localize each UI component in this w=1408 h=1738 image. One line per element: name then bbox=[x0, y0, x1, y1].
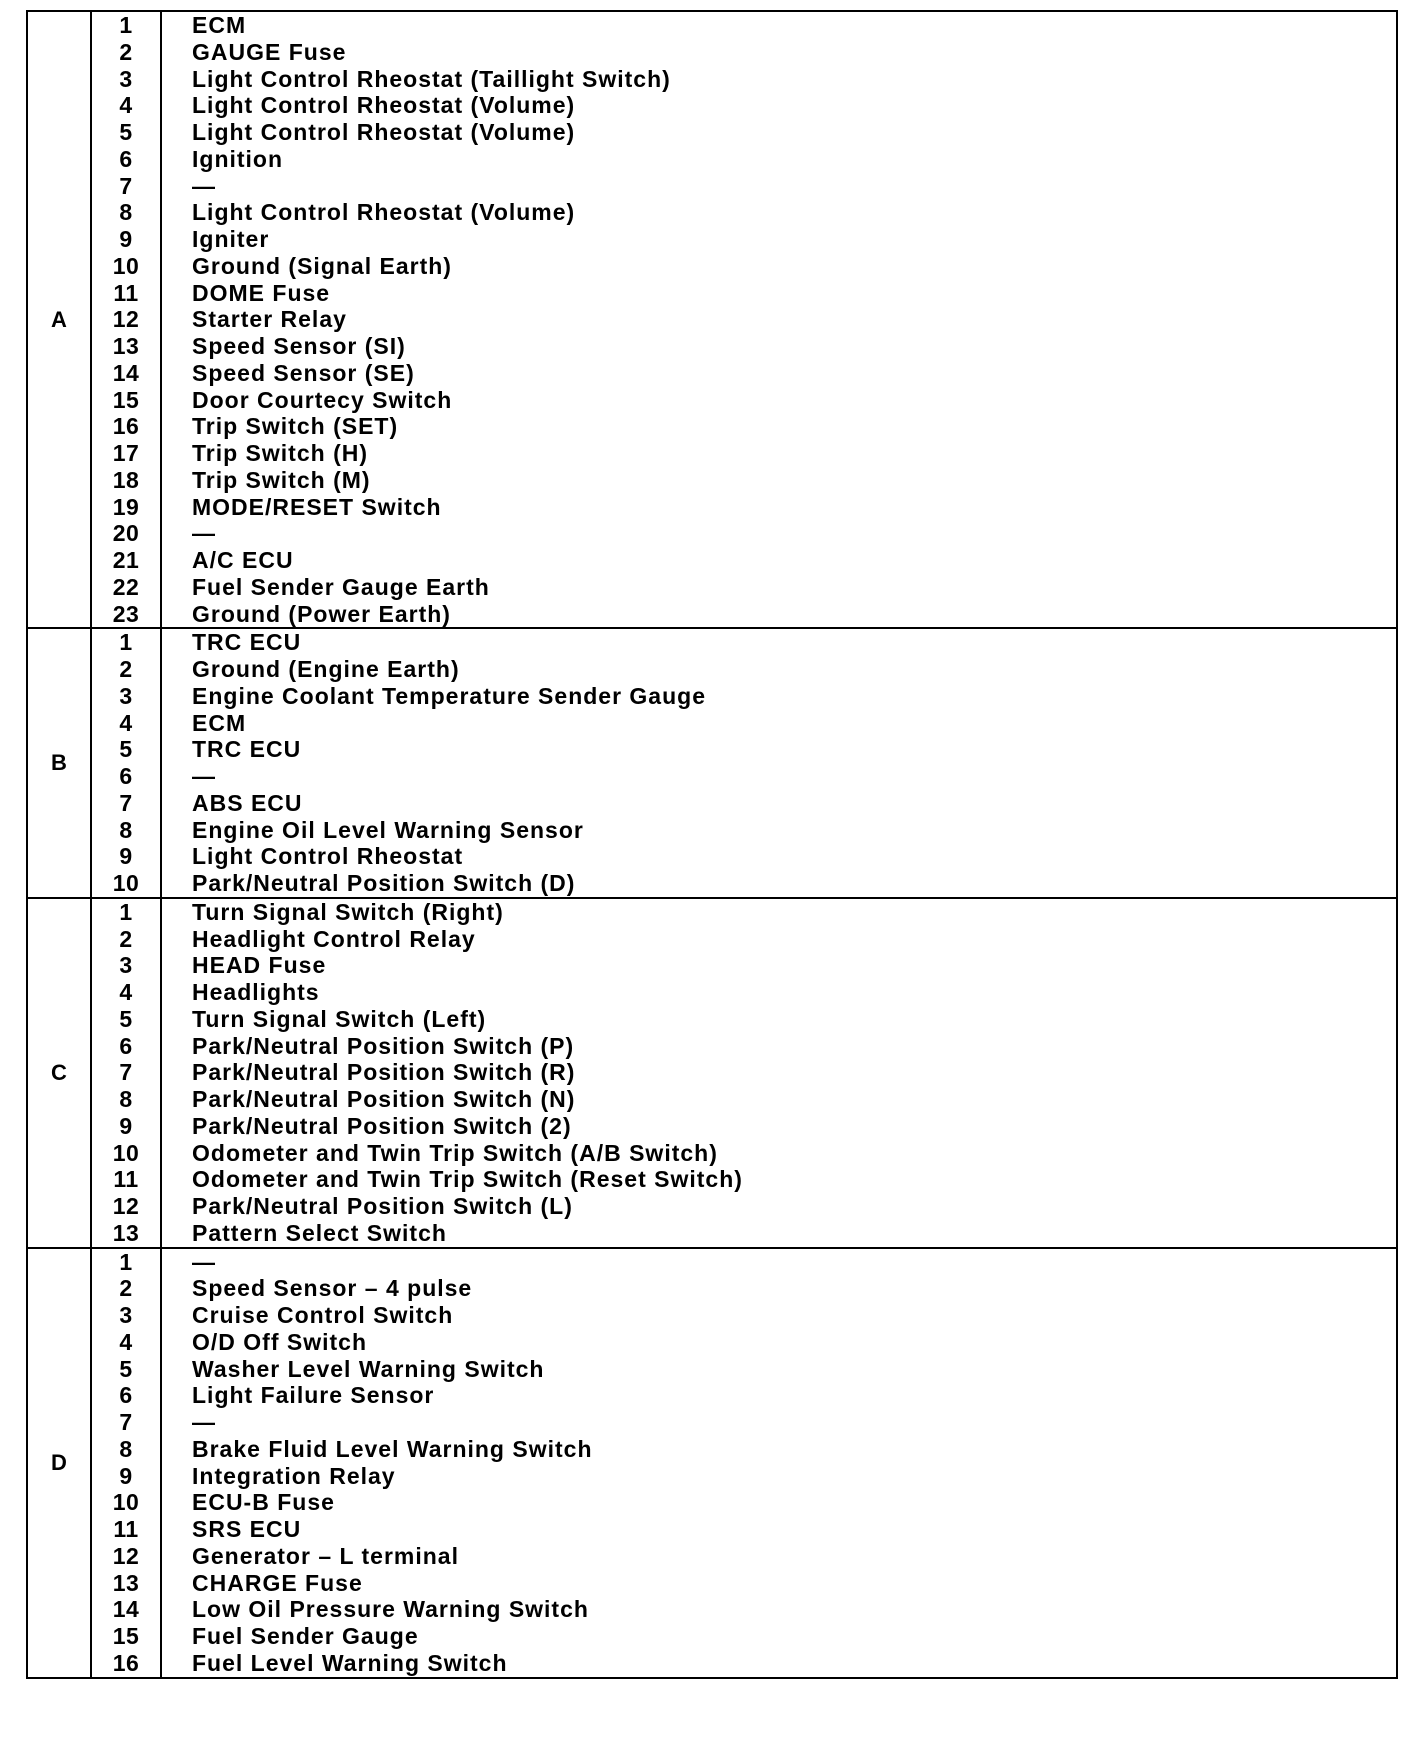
pin-number-column bbox=[91, 628, 161, 898]
pin-description: — bbox=[192, 520, 216, 547]
pin-description: Park/Neutral Position Switch (2) bbox=[192, 1112, 572, 1139]
pin-description-column bbox=[161, 898, 1397, 1248]
pin-number: 15 bbox=[112, 386, 140, 413]
pin-description: Engine Oil Level Warning Sensor bbox=[192, 816, 584, 843]
pin-number-column bbox=[91, 11, 161, 628]
pin-number: 12 bbox=[112, 1193, 140, 1219]
pin-description: Brake Fluid Level Warning Switch bbox=[192, 1435, 593, 1462]
pin-number: 11 bbox=[113, 279, 139, 306]
pin-number: 1 bbox=[119, 629, 133, 656]
pin-description: Park/Neutral Position Switch (R) bbox=[192, 1059, 576, 1086]
pin-description: — bbox=[192, 763, 216, 789]
pin-number: 4 bbox=[119, 979, 133, 1005]
pin-number: 9 bbox=[119, 1112, 133, 1139]
pin-description: MODE/RESET Switch bbox=[192, 493, 442, 520]
pin-number: 13 bbox=[112, 333, 140, 359]
pin-number: 1 bbox=[119, 1248, 133, 1275]
pin-description: Odometer and Twin Trip Switch (A/B Switch) bbox=[192, 1139, 718, 1166]
pin-description-column bbox=[161, 11, 1397, 628]
pin-description: Ignition bbox=[192, 145, 284, 172]
pin-number: 7 bbox=[119, 789, 133, 816]
pin-number: 6 bbox=[119, 763, 133, 789]
pin-description: TRC ECU bbox=[192, 629, 302, 656]
pin-description-column bbox=[161, 628, 1397, 898]
terminal-table bbox=[26, 10, 1398, 1679]
pin-number: 8 bbox=[119, 1086, 133, 1112]
pin-description: Turn Signal Switch (Right) bbox=[192, 898, 504, 925]
pin-description: Light Control Rheostat (Volume) bbox=[192, 199, 576, 226]
pin-description: Trip Switch (H) bbox=[192, 440, 368, 466]
pin-description: HEAD Fuse bbox=[192, 952, 327, 979]
pin-description: Fuel Level Warning Switch bbox=[192, 1649, 508, 1676]
pin-number: 11 bbox=[113, 1166, 139, 1193]
pin-number: 2 bbox=[119, 1275, 133, 1302]
pin-number: 1 bbox=[119, 12, 133, 38]
pin-description: Park/Neutral Position Switch (L) bbox=[192, 1193, 573, 1219]
connector-letter: D bbox=[27, 1248, 91, 1678]
pin-description: O/D Off Switch bbox=[192, 1328, 367, 1355]
pin-number: 13 bbox=[112, 1569, 140, 1596]
pin-description: ECU-B Fuse bbox=[192, 1489, 335, 1516]
pin-description: GAUGE Fuse bbox=[192, 38, 347, 65]
pin-description: ECM bbox=[192, 709, 247, 736]
pin-number: 20 bbox=[112, 520, 140, 547]
pin-number: 3 bbox=[119, 682, 133, 709]
pin-number: 12 bbox=[112, 1542, 140, 1569]
connector-section bbox=[27, 1248, 1397, 1678]
pin-description: Turn Signal Switch (Left) bbox=[192, 1005, 487, 1032]
pin-description-column bbox=[161, 1248, 1397, 1678]
connector-section bbox=[27, 898, 1397, 1248]
pin-number: 4 bbox=[119, 709, 133, 736]
connector-letter: C bbox=[27, 898, 91, 1248]
pin-number: 5 bbox=[119, 736, 133, 763]
pin-description: Igniter bbox=[192, 226, 270, 252]
pin-number: 8 bbox=[119, 816, 133, 843]
pin-description: — bbox=[192, 1409, 216, 1435]
pin-number: 9 bbox=[119, 226, 133, 252]
pin-number: 16 bbox=[112, 1649, 140, 1676]
pin-number: 6 bbox=[119, 1032, 133, 1059]
pin-number: 6 bbox=[119, 1382, 133, 1409]
pin-number: 2 bbox=[119, 925, 133, 952]
pin-description: Headlights bbox=[192, 979, 320, 1005]
pin-description: — bbox=[192, 1248, 216, 1275]
pin-number: 8 bbox=[119, 1435, 133, 1462]
pin-description: Starter Relay bbox=[192, 306, 347, 333]
pin-number: 12 bbox=[112, 306, 140, 333]
pin-description: Ground (Signal Earth) bbox=[192, 252, 452, 279]
pin-description: Park/Neutral Position Switch (D) bbox=[192, 870, 576, 896]
pin-number: 13 bbox=[112, 1219, 140, 1246]
pin-number: 10 bbox=[112, 252, 140, 279]
pin-description: Pattern Select Switch bbox=[192, 1219, 447, 1246]
pin-description: A/C ECU bbox=[192, 547, 294, 573]
pin-number-column bbox=[91, 898, 161, 1248]
pin-description: Door Courtecy Switch bbox=[192, 386, 453, 413]
pin-number: 21 bbox=[112, 547, 140, 573]
pin-description: Light Failure Sensor bbox=[192, 1382, 435, 1409]
pin-description: Light Control Rheostat (Taillight Switch) bbox=[192, 65, 671, 92]
pin-number: 2 bbox=[119, 38, 133, 65]
pin-description: Washer Level Warning Switch bbox=[192, 1355, 545, 1382]
pin-description: Integration Relay bbox=[192, 1462, 396, 1489]
pin-number: 9 bbox=[119, 1462, 133, 1489]
pin-number: 14 bbox=[112, 1596, 140, 1623]
pin-description: Light Control Rheostat bbox=[192, 843, 464, 870]
pin-number-column bbox=[91, 1248, 161, 1678]
pin-description: CHARGE Fuse bbox=[192, 1569, 363, 1596]
pin-description: ECM bbox=[192, 12, 247, 38]
pin-description: SRS ECU bbox=[192, 1516, 302, 1542]
pin-description: Light Control Rheostat (Volume) bbox=[192, 92, 576, 119]
pin-number: 18 bbox=[112, 466, 140, 493]
pin-number: 11 bbox=[113, 1516, 139, 1542]
connector-letter: A bbox=[27, 11, 91, 628]
pin-number: 3 bbox=[119, 65, 133, 92]
pin-description: Ground (Engine Earth) bbox=[192, 656, 460, 682]
pin-number: 22 bbox=[112, 573, 140, 600]
pin-number: 23 bbox=[112, 600, 140, 627]
pin-description: Fuel Sender Gauge bbox=[192, 1623, 419, 1649]
pin-description: Speed Sensor (SE) bbox=[192, 359, 415, 386]
pin-number: 7 bbox=[119, 1059, 133, 1086]
pin-number: 17 bbox=[112, 440, 140, 466]
pin-number: 10 bbox=[112, 870, 140, 896]
pin-number: 9 bbox=[119, 843, 133, 870]
pin-number: 3 bbox=[119, 952, 133, 979]
pin-number: 4 bbox=[119, 1328, 133, 1355]
pin-number: 19 bbox=[112, 493, 140, 520]
pin-description: DOME Fuse bbox=[192, 279, 331, 306]
pin-description: Generator – L terminal bbox=[192, 1542, 459, 1569]
pin-description: Park/Neutral Position Switch (P) bbox=[192, 1032, 575, 1059]
pin-description: Trip Switch (SET) bbox=[192, 413, 399, 440]
pin-description: Fuel Sender Gauge Earth bbox=[192, 573, 490, 600]
pin-description: Park/Neutral Position Switch (N) bbox=[192, 1086, 576, 1112]
table-body bbox=[27, 11, 1397, 1678]
pin-number: 6 bbox=[119, 145, 133, 172]
pin-number: 16 bbox=[112, 413, 140, 440]
pin-description: Odometer and Twin Trip Switch (Reset Switch) bbox=[192, 1166, 743, 1193]
pin-number: 7 bbox=[119, 1409, 133, 1435]
pin-number: 1 bbox=[119, 898, 133, 925]
pin-description: Trip Switch (M) bbox=[192, 466, 371, 493]
pin-description: Speed Sensor – 4 pulse bbox=[192, 1275, 473, 1302]
pin-number: 5 bbox=[119, 1355, 133, 1382]
connector-section bbox=[27, 11, 1397, 628]
pin-number: 2 bbox=[119, 656, 133, 682]
pin-number: 10 bbox=[112, 1489, 140, 1516]
pin-number: 10 bbox=[112, 1139, 140, 1166]
pin-description: — bbox=[192, 172, 216, 199]
pin-number: 15 bbox=[112, 1623, 140, 1649]
pin-number: 4 bbox=[119, 92, 133, 119]
pin-description: Low Oil Pressure Warning Switch bbox=[192, 1596, 589, 1623]
pin-number: 8 bbox=[119, 199, 133, 226]
pin-description: ABS ECU bbox=[192, 789, 303, 816]
connector-section bbox=[27, 628, 1397, 898]
pin-number: 5 bbox=[119, 119, 133, 145]
pin-number: 14 bbox=[112, 359, 140, 386]
pin-number: 3 bbox=[119, 1302, 133, 1328]
pin-description: Light Control Rheostat (Volume) bbox=[192, 119, 576, 145]
pin-description: Ground (Power Earth) bbox=[192, 600, 451, 627]
pin-description: Cruise Control Switch bbox=[192, 1302, 454, 1328]
pin-number: 7 bbox=[119, 172, 133, 199]
pin-description: Speed Sensor (SI) bbox=[192, 333, 406, 359]
pin-description: TRC ECU bbox=[192, 736, 302, 763]
connector-letter: B bbox=[27, 628, 91, 898]
pin-number: 5 bbox=[119, 1005, 133, 1032]
pin-description: Headlight Control Relay bbox=[192, 925, 476, 952]
pin-description: Engine Coolant Temperature Sender Gauge bbox=[192, 682, 706, 709]
